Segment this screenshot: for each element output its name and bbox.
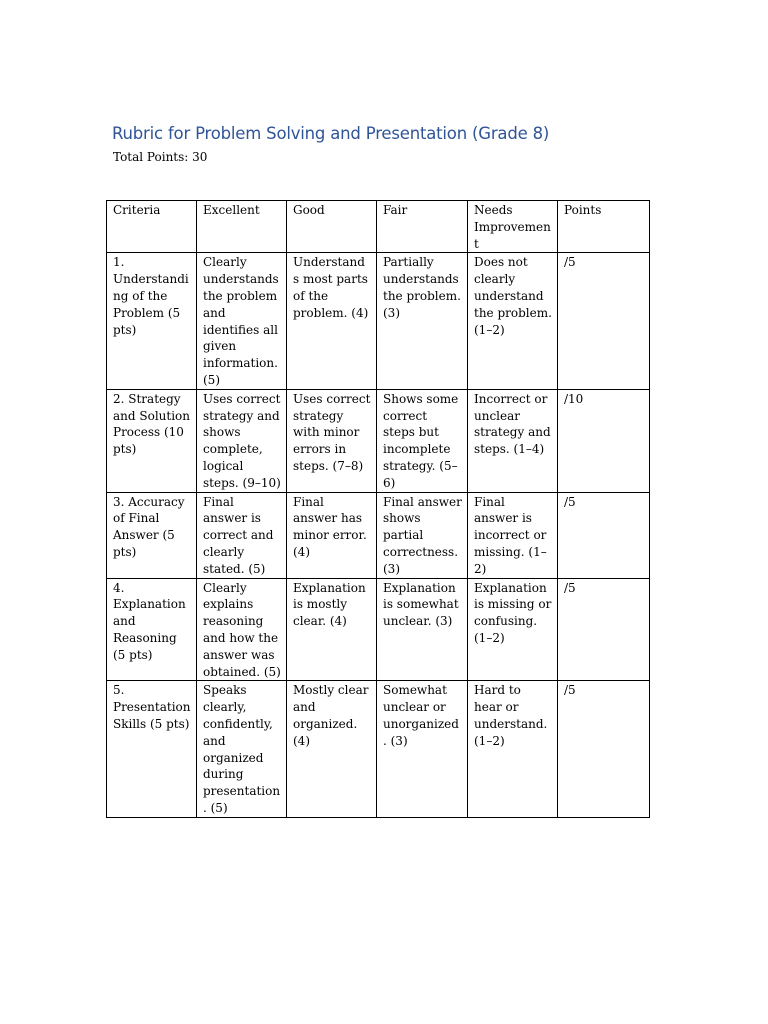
cell-needs-improvement: Explanation is missing or confusing. (1–2) (468, 578, 558, 681)
cell-good: Mostly clear and organized. (4) (287, 681, 377, 817)
header-needs-improvement: Needs Improvement (468, 201, 558, 253)
total-points: Total Points: 30 (113, 150, 208, 164)
cell-points: /5 (558, 681, 650, 817)
cell-points: /10 (558, 389, 650, 492)
cell-good: Uses correct strategy with minor errors in steps. (7–8) (287, 389, 377, 492)
cell-excellent: Uses correct strategy and shows complete, logical steps. (9–10) (197, 389, 287, 492)
cell-needs-improvement: Final answer is incorrect or missing. (1–2) (468, 492, 558, 578)
cell-fair: Shows some correct steps but incomplete strategy. (5–6) (377, 389, 468, 492)
table-row (107, 492, 650, 578)
table-row (107, 681, 650, 817)
header-good: Good (287, 201, 377, 253)
cell-needs-improvement: Does not clearly understand the problem. (1–2) (468, 253, 558, 389)
cell-excellent: Speaks clearly, confidently, and organized during presentation. (5) (197, 681, 287, 817)
cell-fair: Partially understands the problem. (3) (377, 253, 468, 389)
cell-fair: Final answer shows partial correctness. (3) (377, 492, 468, 578)
cell-points: /5 (558, 253, 650, 389)
cell-criteria: 1. Understanding of the Problem (5 pts) (107, 253, 197, 389)
cell-good: Understands most parts of the problem. (4) (287, 253, 377, 389)
cell-criteria: 2. Strategy and Solution Process (10 pts) (107, 389, 197, 492)
table-row (107, 389, 650, 492)
cell-points: /5 (558, 492, 650, 578)
header-points: Points (558, 201, 650, 253)
header-excellent: Excellent (197, 201, 287, 253)
document-title: Rubric for Problem Solving and Presentation (Grade 8) (112, 124, 550, 143)
cell-good: Final answer has minor error. (4) (287, 492, 377, 578)
cell-criteria: 3. Accuracy of Final Answer (5 pts) (107, 492, 197, 578)
cell-criteria: 5. Presentation Skills (5 pts) (107, 681, 197, 817)
cell-fair: Somewhat unclear or unorganized. (3) (377, 681, 468, 817)
cell-fair: Explanation is somewhat unclear. (3) (377, 578, 468, 681)
cell-excellent: Clearly understands the problem and identifies all given information. (5) (197, 253, 287, 389)
header-criteria: Criteria (107, 201, 197, 253)
cell-criteria: 4. Explanation and Reasoning (5 pts) (107, 578, 197, 681)
cell-excellent: Final answer is correct and clearly stated. (5) (197, 492, 287, 578)
cell-points: /5 (558, 578, 650, 681)
table-row (107, 253, 650, 389)
rubric-table (106, 200, 650, 818)
table-row (107, 578, 650, 681)
cell-needs-improvement: Incorrect or unclear strategy and steps. (1–4) (468, 389, 558, 492)
cell-good: Explanation is mostly clear. (4) (287, 578, 377, 681)
table-header-row (107, 201, 650, 253)
cell-needs-improvement: Hard to hear or understand. (1–2) (468, 681, 558, 817)
cell-excellent: Clearly explains reasoning and how the answer was obtained. (5) (197, 578, 287, 681)
header-fair: Fair (377, 201, 468, 253)
